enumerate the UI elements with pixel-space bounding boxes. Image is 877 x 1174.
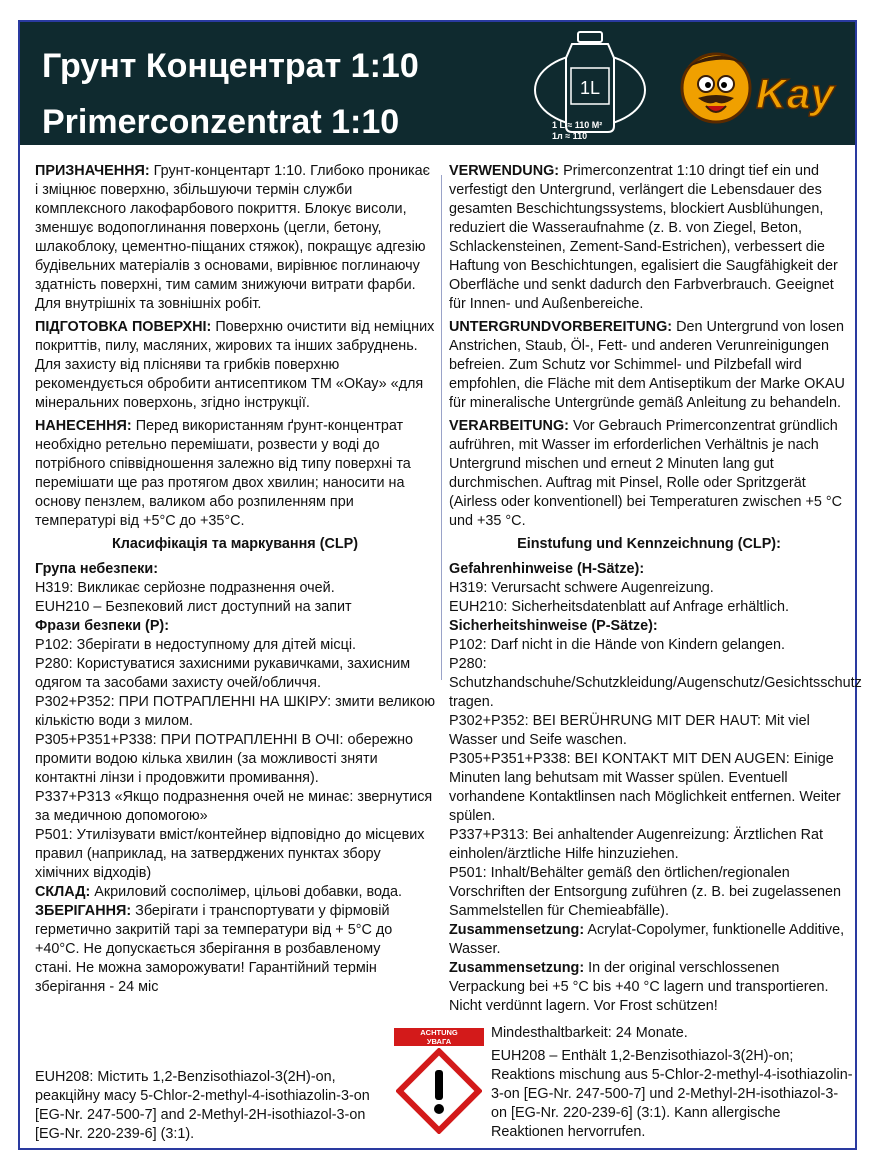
p302-ua: P302+P352: ПРИ ПОТРАПЛЕННІ НА ШКІРУ: змити великою кількістю води з милом. bbox=[35, 694, 435, 729]
p302-de: P302+P352: BEI BERÜHRUNG MIT DER HAUT: Mit viel Wasser und Seife waschen. bbox=[449, 713, 810, 748]
clp-title-ua: Класифікація та маркування (CLP) bbox=[111, 536, 359, 552]
okay-logo bbox=[668, 36, 838, 136]
p337-de: P337+P313: Bei anhaltender Augenreizung: Ärztlichen Rat einholen/ärztliche Hilfe hinzuziehen. bbox=[449, 827, 824, 862]
hazard-pictogram bbox=[394, 1028, 484, 1138]
hazard-label-de: ACHTUNG bbox=[420, 1028, 458, 1037]
svg-text:Kay: Kay bbox=[756, 70, 834, 117]
storage-paragraph-ua bbox=[35, 902, 397, 997]
shelf-life-de: Mindesthaltbarkeit: 24 Monate. bbox=[491, 1025, 688, 1041]
p280-de: P280: Schutzhandschuhe/Schutzkleidung/Augenschutz/Gesichtsschutz tragen. bbox=[449, 656, 862, 710]
title-german: Primerconzentrat 1:10 bbox=[42, 103, 400, 141]
p-key-de: Sicherheitshinweise (P-Sätze): bbox=[449, 618, 658, 634]
purpose-key: ПРИЗНАЧЕННЯ: bbox=[35, 163, 150, 179]
p102-de: P102: Darf nicht in die Hände von Kindern gelangen. bbox=[449, 637, 786, 653]
column-divider bbox=[441, 175, 442, 680]
composition-paragraph-ua bbox=[35, 883, 435, 902]
hazard-group-key: Група небезпеки: bbox=[35, 561, 158, 577]
prep-key-de: UNTERGRUNDVORBEREITUNG: bbox=[449, 319, 673, 335]
prep-text-de: Den Untergrund von losen Anstrichen, Staub, Öl-, Fett- und anderen Verunreinigungen befreien. Zum Schutz vor Schimmel- und Pilzbefall wird empfohlen, die Fläche mit dem Antiseptikum der Marke OKAU für mineralische Untergründe gemäß Anleitung zu behandeln. bbox=[449, 319, 845, 411]
prep-key: ПІДГОТОВКА ПОВЕРХНІ: bbox=[35, 319, 212, 335]
title-ukrainian: Грунт Концентрат 1:10 bbox=[42, 47, 419, 85]
storage-text-ua: Зберігати і транспортувати у фірмовій герметично закритій тарі за температури від + 5°С до +40°С. Не допускається зберігання в розбавленому стані. Не можна заморожувати! Гарантійний термін зберігання - 24 міс bbox=[35, 903, 393, 995]
german-column bbox=[449, 162, 862, 1016]
storage-key-de: Zusammensetzung: bbox=[449, 960, 585, 976]
euh208-ua: EUH208: Містить 1,2-Benzisothiazol-3(2H)-on, реакційну масу 5-Chlor-2-methyl-4-isothiazolin-3-on [EG-Nr. 247-500-7] and 2-Methyl-2H-isothiazol-3-on [EG-Nr. 220-239-6] (3:1). bbox=[35, 1069, 370, 1142]
h-key-de: Gefahrenhinweise (H-Sätze): bbox=[449, 561, 645, 577]
bottle-label: 1L bbox=[579, 78, 601, 98]
work-text: Vor Gebrauch Primerconzentrat gründlich aufrühren, mit Wasser im erforderlichen Verhältnis je nach Untergrund mischen und erneut 2 Minuten lang gut durchmischen. Auftrag mit Pinsel, Rolle oder Spritzgerät (Airless oder konventionell) bei Temperaturen zwischen +5 °C und +35 °C. bbox=[449, 418, 843, 529]
p501-ua: P501: Утилізувати вміст/контейнер відповідно до місцевих правил (наприклад, на затверджених пунктах збору хімічних відходів) bbox=[35, 827, 425, 881]
clp-title-de: Einstufung und Kennzeichnung (CLP): bbox=[517, 536, 781, 552]
h319-ua: H319: Викликає серйозне подразнення очей. bbox=[35, 580, 335, 596]
storage-paragraph-de bbox=[449, 959, 849, 1016]
use-key: VERWENDUNG: bbox=[449, 163, 560, 179]
work-paragraph bbox=[449, 417, 849, 531]
p280-ua: P280: Користуватися захисними рукавичками, захисним одягом та засобами захисту очей/обличчя. bbox=[35, 656, 411, 691]
apply-text: Перед використанням ґрунт-концентрат необхідно ретельно перемішати, розвести у воді до потрібного співвідношення залежно від типу поверхні та перемішати ще раз протягом двох хвилин; наносити на основу пензлем, валиком або розпиленням при температурі від +5°С до +35°С. bbox=[35, 418, 411, 529]
h319-de: H319: Verursacht schwere Augenreizung. bbox=[449, 580, 714, 596]
comp-text-de: Acrylat-Copolymer, funktionelle Additive, Wasser. bbox=[449, 922, 845, 957]
header-bar bbox=[20, 22, 855, 145]
use-text: Primerconzentrat 1:10 dringt tief ein und verfestigt den Untergrund, verlängert die Lebensdauer des gesamten Beschichtungssystems, blockiert Ausblühungen, reduziert die Wasseraufnahme (z. B. von Ziegel, Beton, Schlackensteinen, Zement-Sand-Estrichen), verbessert die Haftung von Beschichtungen, egalisiert die Saugfähigkeit der Oberfläche und senkt dadurch den Farbverbrauch. Geeignet für Innen- und Außenbereiche. bbox=[449, 163, 838, 312]
german-lower-block bbox=[491, 1024, 853, 1146]
hazard-label-ua: УВАГА bbox=[426, 1037, 452, 1046]
apply-key: НАНЕСЕННЯ: bbox=[35, 418, 132, 434]
comp-text-ua: Акриловий сосполімер, цільові добавки, вода. bbox=[94, 884, 403, 900]
comp-key-de: Zusammensetzung: bbox=[449, 922, 585, 938]
purpose-paragraph bbox=[35, 162, 435, 314]
p337-ua: P337+P313 «Якщо подразнення очей не минає: звернутися за медичною допомогою» bbox=[35, 789, 433, 824]
ukrainian-column bbox=[35, 162, 435, 997]
p305-de: P305+P351+P338: BEI KONTAKT MIT DEN AUGEN: Einige Minuten lang behutsam mit Wasser spülen. Eventuell vorhandene Kontaktlinsen nach Möglichkeit entfernen. Weiter spülen. bbox=[449, 751, 841, 824]
euh210-ua: EUH210 – Безпековий лист доступний на запит bbox=[35, 599, 352, 615]
prep-paragraph-de bbox=[449, 318, 849, 413]
consumption-text bbox=[552, 120, 602, 142]
composition-paragraph-de bbox=[449, 921, 849, 959]
storage-key-ua: ЗБЕРІГАННЯ: bbox=[35, 903, 132, 919]
p501-de: P501: Inhalt/Behälter gemäß den örtlichen/regionalen Vorschriften der Entsorgung zuführen (z. B. bei zugelassenen Sammelstellen für Chemieabfälle). bbox=[449, 865, 841, 919]
work-key: VERARBEITUNG: bbox=[449, 418, 569, 434]
consumption-line-2: 1л ≈ 110 bbox=[552, 131, 588, 141]
storage-text-de: In der original verschlossenen Verpackung bei +5 °C bis +40 °C lagern und transportieren. Nicht verdünnt lagern. Vor Frost schützen! bbox=[449, 960, 829, 1014]
apply-paragraph bbox=[35, 417, 435, 531]
consumption-line-1: 1 L ≈ 110 M² bbox=[552, 120, 603, 130]
hazard-label bbox=[394, 1028, 484, 1046]
p102-ua: P102: Зберігати в недоступному для дітей місці. bbox=[35, 637, 357, 653]
p305-ua: P305+P351+P338: ПРИ ПОТРАПЛЕННІ В ОЧІ: обережно промити водою кілька хвилин (за можливості зняти контактні лінзи і продовжити промивання). bbox=[35, 732, 414, 786]
prep-text: Поверхню очистити від неміцних покриттів, пилу, масляних, жирових та інших забруднень. Для захисту від плісняви та грибків поверхню рекомендується обробити антисептиком ТМ «ОКау» «для мінеральних поверхонь, згідно інструкції. bbox=[35, 319, 435, 411]
euh210-de: EUH210: Sicherheitsdatenblatt auf Anfrage erhältlich. bbox=[449, 599, 789, 615]
prep-paragraph bbox=[35, 318, 435, 413]
use-paragraph bbox=[449, 162, 849, 314]
euh208-de: EUH208 – Enthält 1,2-Benzisothiazol-3(2H)-on; Reaktions mischung aus 5-Chlor-2-methyl-4-isothiazolin-3-on [EG-Nr. 247-500-7] und 2-Methyl-2H-isothiazol-3-on [EG-Nr. 220-239-6] (3:1). Kann allergische Reaktionen hervorrufen. bbox=[491, 1048, 853, 1140]
phrases-key: Фрази безпеки (P): bbox=[35, 618, 170, 634]
exclamation-icon bbox=[396, 1048, 482, 1134]
comp-key-ua: СКЛАД: bbox=[35, 884, 91, 900]
purpose-text: Грунт-концентарт 1:10. Глибоко проникає і зміцнює поверхню, збільшуючи термін служби комплексного лакофарбового покриття. Блокує висоли, зменшує водопоглинання поверхонь (цегли, бетону, шлакоблоку, цементно-піщаних стяжок), покращує адгезію будівельних матеріалів з основами, вирівнює поглинаючу здатність поверхні, тим самим знижуючи витрати фарби. Для внутрішніх та зовнішніх робіт. bbox=[35, 163, 430, 312]
